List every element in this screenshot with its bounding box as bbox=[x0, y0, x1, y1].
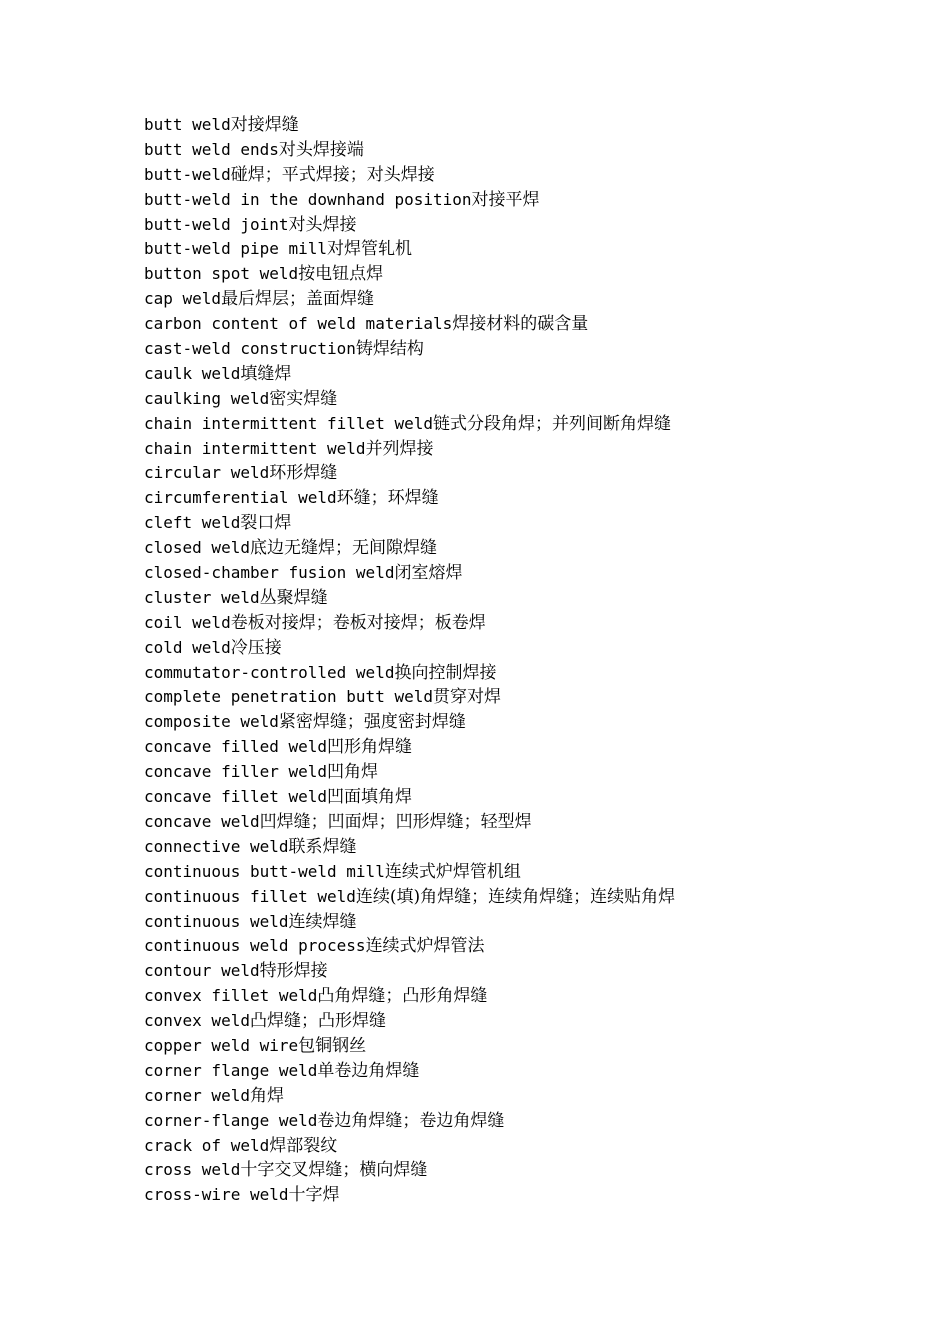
glossary-entry bbox=[144, 113, 904, 138]
entry-translation: 冷压接 bbox=[230, 637, 282, 658]
entry-term: cross-wire weld bbox=[144, 1185, 289, 1205]
entry-term: caulking weld bbox=[144, 388, 270, 408]
glossary-entry bbox=[144, 163, 904, 188]
glossary-entry bbox=[144, 636, 904, 661]
entry-term: continuous weld process bbox=[144, 936, 366, 956]
entry-translation: 凸焊缝；凸形焊缝 bbox=[249, 1011, 386, 1032]
entry-term: connective weld bbox=[144, 836, 289, 856]
glossary-entry bbox=[144, 1134, 904, 1159]
glossary-entry bbox=[144, 611, 904, 636]
entry-term: button spot weld bbox=[144, 264, 299, 284]
entry-translation: 链式分段角焊；并列间断角焊缝 bbox=[432, 413, 671, 434]
entry-term: butt-weld in the downhand position bbox=[144, 189, 472, 209]
glossary-entry bbox=[144, 586, 904, 611]
entry-term: cross weld bbox=[144, 1160, 241, 1180]
entry-translation: 紧密焊缝；强度密封焊缝 bbox=[278, 712, 466, 733]
entry-term: cluster weld bbox=[144, 587, 260, 607]
entry-term: continuous fillet weld bbox=[144, 886, 356, 906]
glossary-entry bbox=[144, 661, 904, 686]
glossary-entry bbox=[144, 1183, 904, 1208]
entry-translation: 单卷边角焊缝 bbox=[317, 1060, 420, 1081]
entry-term: composite weld bbox=[144, 712, 279, 732]
entry-translation: 最后焊层；盖面焊缝 bbox=[221, 289, 375, 310]
entry-translation: 连续(填)角焊缝；连续角焊缝；连续贴角焊 bbox=[355, 886, 676, 907]
entry-term: concave weld bbox=[144, 811, 260, 831]
entry-translation: 按电钮点焊 bbox=[298, 264, 384, 285]
entry-translation: 特形焊接 bbox=[259, 961, 328, 982]
entry-term: continuous weld bbox=[144, 911, 289, 931]
entry-term: concave filler weld bbox=[144, 762, 328, 782]
entry-translation: 连续式炉焊管法 bbox=[365, 936, 485, 957]
glossary-entry bbox=[144, 685, 904, 710]
glossary-entry bbox=[144, 1109, 904, 1134]
glossary-entry bbox=[144, 1158, 904, 1183]
entry-translation: 凹形角焊缝 bbox=[327, 737, 413, 758]
entry-term: convex fillet weld bbox=[144, 986, 318, 1006]
glossary-entry bbox=[144, 1034, 904, 1059]
glossary-entry bbox=[144, 362, 904, 387]
entry-translation: 底边无缝焊；无间隙焊缝 bbox=[249, 538, 437, 559]
entry-translation: 凹面填角焊 bbox=[327, 787, 413, 808]
entry-term: butt weld ends bbox=[144, 139, 279, 159]
entry-translation: 凹角焊 bbox=[327, 762, 379, 783]
entry-translation: 环形焊缝 bbox=[269, 463, 338, 484]
entry-term: commutator-controlled weld bbox=[144, 662, 395, 682]
entry-translation: 密实焊缝 bbox=[269, 388, 338, 409]
entry-translation: 十字交叉焊缝；横向焊缝 bbox=[240, 1160, 428, 1181]
entry-translation: 换向控制焊接 bbox=[394, 662, 497, 683]
entry-term: cap weld bbox=[144, 289, 222, 309]
glossary-entry bbox=[144, 984, 904, 1009]
glossary-entry bbox=[144, 760, 904, 785]
entry-translation: 卷边角焊缝；卷边角焊缝 bbox=[317, 1110, 505, 1131]
glossary-entry bbox=[144, 710, 904, 735]
entry-translation: 连续焊缝 bbox=[288, 911, 357, 932]
entry-term: cast-weld construction bbox=[144, 339, 356, 359]
entry-translation: 闭室熔焊 bbox=[394, 563, 463, 584]
entry-term: butt-weld joint bbox=[144, 214, 289, 234]
glossary-entry bbox=[144, 735, 904, 760]
entry-term: butt weld bbox=[144, 115, 231, 134]
entry-translation: 对接平焊 bbox=[471, 189, 540, 210]
entry-translation: 包铜钢丝 bbox=[298, 1035, 367, 1056]
glossary-entry bbox=[144, 959, 904, 984]
entry-translation: 对焊管轧机 bbox=[327, 239, 413, 260]
glossary-entry bbox=[144, 237, 904, 262]
entry-translation: 对头焊接端 bbox=[278, 139, 364, 160]
entry-term: copper weld wire bbox=[144, 1035, 299, 1055]
entry-translation: 凹焊缝；凹面焊；凹形焊缝；轻型焊 bbox=[259, 811, 532, 832]
entry-term: corner-flange weld bbox=[144, 1110, 318, 1130]
entry-translation: 铸焊结构 bbox=[355, 339, 424, 360]
entry-translation: 焊接材料的碳含量 bbox=[452, 314, 589, 335]
entry-term: contour weld bbox=[144, 961, 260, 981]
glossary-entry bbox=[144, 860, 904, 885]
entry-translation: 对接焊缝 bbox=[230, 115, 299, 135]
entry-term: continuous butt-weld mill bbox=[144, 861, 385, 881]
glossary-entry bbox=[144, 511, 904, 536]
glossary-entry bbox=[144, 785, 904, 810]
entry-translation: 裂口焊 bbox=[240, 513, 292, 534]
glossary-entry bbox=[144, 810, 904, 835]
glossary-entry bbox=[144, 885, 904, 910]
entry-translation: 填缝焊 bbox=[240, 363, 292, 384]
glossary-entry bbox=[144, 437, 904, 462]
entry-term: corner weld bbox=[144, 1085, 250, 1105]
entry-term: circular weld bbox=[144, 463, 270, 483]
glossary-entry bbox=[144, 188, 904, 213]
glossary-list bbox=[144, 113, 904, 1208]
glossary-entry bbox=[144, 1084, 904, 1109]
entry-term: crack of weld bbox=[144, 1135, 270, 1155]
entry-term: butt-weld bbox=[144, 164, 231, 184]
glossary-entry bbox=[144, 138, 904, 163]
entry-translation: 卷板对接焊；卷板对接焊；板卷焊 bbox=[230, 612, 486, 633]
glossary-entry bbox=[144, 1059, 904, 1084]
entry-translation: 贯穿对焊 bbox=[432, 687, 501, 708]
entry-translation: 碰焊；平式焊接；对头焊接 bbox=[230, 164, 435, 185]
glossary-entry bbox=[144, 387, 904, 412]
entry-term: caulk weld bbox=[144, 363, 241, 383]
entry-translation: 焊部裂纹 bbox=[269, 1135, 338, 1156]
entry-translation: 对头焊接 bbox=[288, 214, 357, 235]
entry-term: circumferential weld bbox=[144, 488, 337, 508]
entry-term: chain intermittent weld bbox=[144, 438, 366, 458]
entry-term: closed-chamber fusion weld bbox=[144, 563, 395, 583]
entry-translation: 并列焊接 bbox=[365, 438, 434, 459]
entry-term: chain intermittent fillet weld bbox=[144, 413, 433, 433]
entry-term: coil weld bbox=[144, 612, 231, 632]
entry-translation: 十字焊 bbox=[288, 1185, 340, 1206]
entry-term: carbon content of weld materials bbox=[144, 314, 453, 334]
entry-translation: 环缝；环焊缝 bbox=[336, 488, 439, 509]
entry-translation: 联系焊缝 bbox=[288, 836, 357, 857]
glossary-entry bbox=[144, 412, 904, 437]
entry-term: closed weld bbox=[144, 538, 250, 558]
entry-translation: 丛聚焊缝 bbox=[259, 587, 328, 608]
glossary-entry bbox=[144, 287, 904, 312]
glossary-entry bbox=[144, 536, 904, 561]
entry-term: butt-weld pipe mill bbox=[144, 239, 328, 259]
glossary-entry bbox=[144, 934, 904, 959]
entry-term: concave filled weld bbox=[144, 737, 328, 757]
glossary-entry bbox=[144, 1009, 904, 1034]
entry-translation: 角焊 bbox=[249, 1085, 284, 1106]
glossary-entry bbox=[144, 486, 904, 511]
entry-term: corner flange weld bbox=[144, 1060, 318, 1080]
glossary-entry bbox=[144, 213, 904, 238]
entry-term: convex weld bbox=[144, 1011, 250, 1031]
entry-term: cleft weld bbox=[144, 513, 241, 533]
entry-term: complete penetration butt weld bbox=[144, 687, 433, 707]
entry-term: concave fillet weld bbox=[144, 787, 328, 807]
glossary-entry bbox=[144, 835, 904, 860]
glossary-entry bbox=[144, 910, 904, 935]
entry-translation: 连续式炉焊管机组 bbox=[384, 861, 521, 882]
glossary-entry bbox=[144, 262, 904, 287]
glossary-entry bbox=[144, 461, 904, 486]
glossary-entry bbox=[144, 337, 904, 362]
glossary-entry bbox=[144, 312, 904, 337]
entry-term: cold weld bbox=[144, 637, 231, 657]
entry-translation: 凸角焊缝；凸形角焊缝 bbox=[317, 986, 488, 1007]
glossary-entry bbox=[144, 561, 904, 586]
